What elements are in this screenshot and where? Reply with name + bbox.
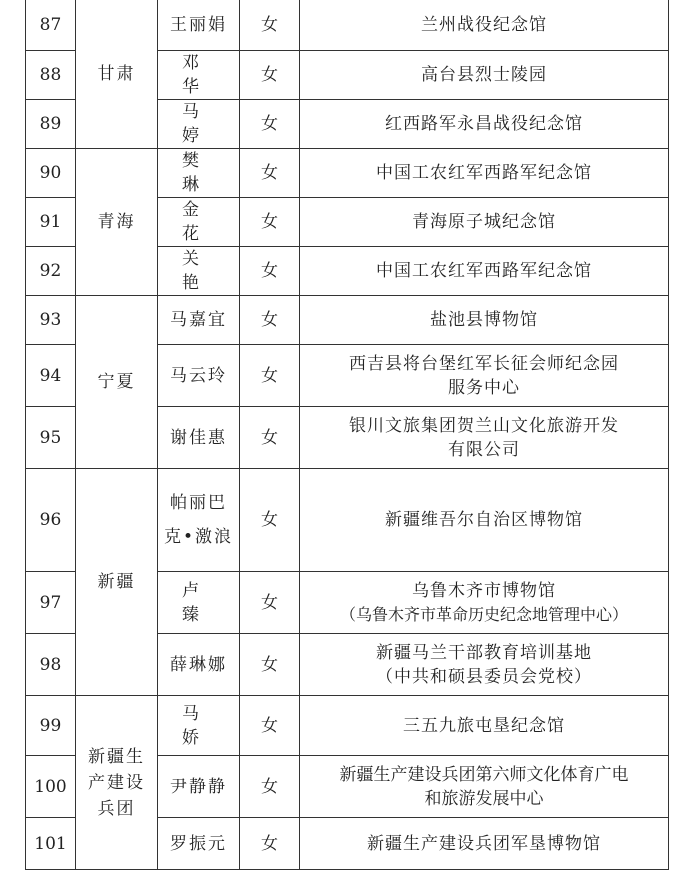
awardee-table — [25, 0, 669, 870]
unit-cell: 红西路军永昌战役纪念馆 — [300, 100, 669, 149]
gender-cell: 女 — [240, 756, 300, 818]
name-cell: 薛琳娜 — [158, 634, 240, 696]
name-cell: 罗振元 — [158, 818, 240, 870]
table-row — [26, 296, 669, 345]
table-row — [26, 696, 669, 756]
name-cell: 邓 华 — [158, 51, 240, 100]
name-cell: 马嘉宜 — [158, 296, 240, 345]
row-number: 96 — [26, 469, 76, 572]
unit-cell: 中国工农红军西路军纪念馆 — [300, 149, 669, 198]
name-cell: 樊 琳 — [158, 149, 240, 198]
gender-cell: 女 — [240, 572, 300, 634]
unit-cell: 新疆维吾尔自治区博物馆 — [300, 469, 669, 572]
name-cell: 卢 臻 — [158, 572, 240, 634]
unit-cell: 盐池县博物馆 — [300, 296, 669, 345]
gender-cell: 女 — [240, 296, 300, 345]
name-cell: 马 婷 — [158, 100, 240, 149]
unit-cell: 新疆马兰干部教育培训基地 （中共和硕县委员会党校） — [300, 634, 669, 696]
unit-cell: 三五九旅屯垦纪念馆 — [300, 696, 669, 756]
name-cell: 关 艳 — [158, 247, 240, 296]
name-cell: 谢佳惠 — [158, 407, 240, 469]
name-cell: 马云玲 — [158, 345, 240, 407]
gender-cell: 女 — [240, 818, 300, 870]
row-number: 100 — [26, 756, 76, 818]
gender-cell: 女 — [240, 100, 300, 149]
unit-cell: 新疆生产建设兵团军垦博物馆 — [300, 818, 669, 870]
unit-cell: 青海原子城纪念馆 — [300, 198, 669, 247]
gender-cell: 女 — [240, 634, 300, 696]
row-number: 97 — [26, 572, 76, 634]
row-number: 90 — [26, 149, 76, 198]
region-cell-xinjiang: 新疆 — [76, 469, 158, 696]
row-number: 101 — [26, 818, 76, 870]
unit-cell: 高台县烈士陵园 — [300, 51, 669, 100]
table-row — [26, 0, 669, 51]
name-cell: 王丽娟 — [158, 0, 240, 51]
row-number: 98 — [26, 634, 76, 696]
unit-cell: 西吉县将台堡红军长征会师纪念园 服务中心 — [300, 345, 669, 407]
row-number: 99 — [26, 696, 76, 756]
name-cell: 帕丽巴 克•激浪 — [158, 469, 240, 572]
gender-cell: 女 — [240, 247, 300, 296]
gender-cell: 女 — [240, 149, 300, 198]
row-number: 93 — [26, 296, 76, 345]
region-cell-bingtuan: 新疆生 产建设 兵团 — [76, 696, 158, 870]
unit-cell: 乌鲁木齐市博物馆 （乌鲁木齐市革命历史纪念地管理中心） — [300, 572, 669, 634]
table-row — [26, 149, 669, 198]
gender-cell: 女 — [240, 0, 300, 51]
table-row — [26, 469, 669, 572]
gender-cell: 女 — [240, 407, 300, 469]
row-number: 88 — [26, 51, 76, 100]
row-number: 89 — [26, 100, 76, 149]
gender-cell: 女 — [240, 469, 300, 572]
region-cell-ningxia: 宁夏 — [76, 296, 158, 469]
name-cell: 尹静静 — [158, 756, 240, 818]
row-number: 92 — [26, 247, 76, 296]
name-cell: 马 娇 — [158, 696, 240, 756]
region-cell-gansu: 甘肃 — [76, 0, 158, 149]
unit-cell: 兰州战役纪念馆 — [300, 0, 669, 51]
gender-cell: 女 — [240, 345, 300, 407]
gender-cell: 女 — [240, 51, 300, 100]
row-number: 91 — [26, 198, 76, 247]
region-cell-qinghai: 青海 — [76, 149, 158, 296]
unit-cell: 新疆生产建设兵团第六师文化体育广电 和旅游发展中心 — [300, 756, 669, 818]
row-number: 87 — [26, 0, 76, 51]
row-number: 95 — [26, 407, 76, 469]
unit-cell: 中国工农红军西路军纪念馆 — [300, 247, 669, 296]
row-number: 94 — [26, 345, 76, 407]
gender-cell: 女 — [240, 198, 300, 247]
gender-cell: 女 — [240, 696, 300, 756]
unit-cell: 银川文旅集团贺兰山文化旅游开发 有限公司 — [300, 407, 669, 469]
name-cell: 金 花 — [158, 198, 240, 247]
